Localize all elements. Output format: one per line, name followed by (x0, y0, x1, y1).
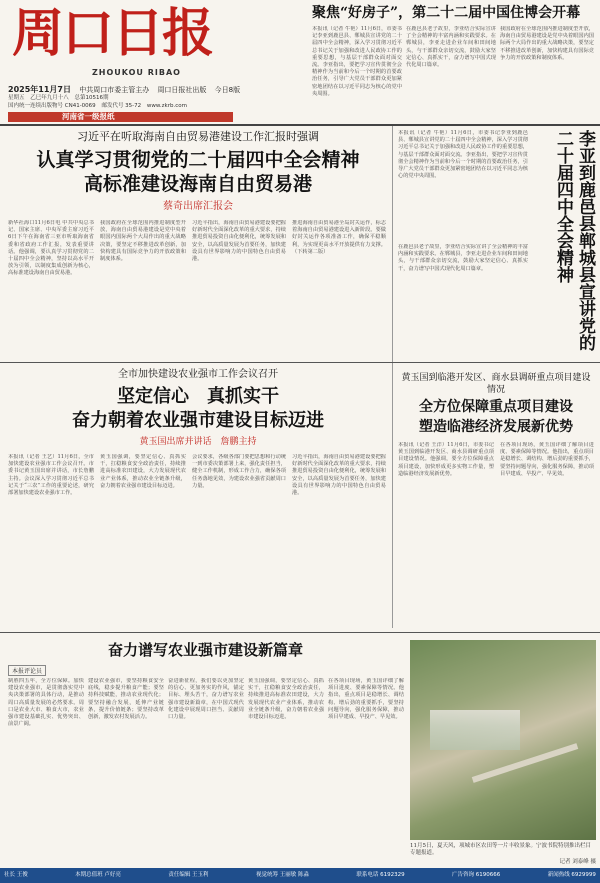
top-headline-text-c: 我国政府在全球范围内推进制度型开放，海南自由贸易港建设是党中央着眼国内国际两个大局作出的重大战略决策，要坚定不移推进改革创新，加快构建具有国际竞争力的开放政策和制度体系。 (500, 26, 594, 61)
lead-title-line1: 认真学习贯彻党的二十届四中全会精神 (36, 149, 360, 171)
masthead-cn: 国内统一连续出版物号 CN41-0069 (8, 103, 96, 109)
lead-kicker: 习近平在听取海南自由贸易港建设工作汇报时强调 (77, 130, 319, 143)
top-headline-text-b: 在鹿邑县老子故里，李亚结合实际宣讲了全会精神的丰富内涵和实践要求。在郸城县，李亚走进企业车间和田间地头，与干部群众亲切交流，鼓励大家坚定信心、真抓实干，奋力谱写中国式现代化周口篇章。 (406, 26, 496, 69)
footer-item: 社长 王俊 (4, 872, 28, 878)
agri-text-col2: 黄玉国强调，要坚定信心、真抓实干，扛稳粮食安全政治责任，持续推进高标准农田建设，大力发展现代农业产业体系，推动农业全链条升级，奋力朝着农业强市建设目标迈进。 (100, 454, 186, 489)
masthead-grade-bar (8, 112, 233, 122)
commentary-text-col3: 奋进新征程，我们要以更加坚定的信心、更加务实的作风，锚定目标、埋头苦干，奋力谱写农业强市建设新篇章，在中国式现代化建设中展现周口担当、贡献周口力量。 (168, 678, 244, 721)
lead-title-line2: 高标准建设海南自由贸易港 (83, 173, 312, 195)
news-photo-building (430, 710, 520, 750)
masthead-cn-row (8, 103, 338, 110)
agri-text-col4: 习近平指出，海南自由贸易港建设要把握好新时代全面深化改革的重大要求，持续推进贸易投资自由化便利化，统筹发展和安全，以高质量发展为首要任务，加快建设具有世界影响力的中国特色自由贸易港。 (292, 454, 386, 497)
divider-project (392, 363, 393, 628)
right-story-title: 李亚到鹿邑县郸城县宣讲党的二十届四中全会精神 (553, 130, 595, 351)
masthead-info-row (8, 95, 338, 102)
agri-subtitle: 黄玉国出席并讲话 詹鹏主持 (139, 437, 257, 447)
agri-text-col1: 本报讯（记者 王艺）11月6日，全市加快建设农业强市工作会议召开。市委书记黄玉国出席并讲话，市长詹鹏主持。会议深入学习贯彻习近平总书记关于“三农”工作的重要论述，研究部署加快建设农业强市工作。 (8, 454, 94, 497)
footer-item: 视觉统筹 王丽敏 陈淼 (255, 872, 309, 878)
commentary-title: 奋力谱写农业强市建设新篇章 (107, 641, 303, 659)
commentary-text-col5: 在各项目现场，黄玉国详细了解项目进度、要素保障等情况。他指出，重点项目是稳增长、调结构、增后劲的重要抓手，要坚持问题导向，强化服务保障，推动项目早建成、早投产、早见效。 (328, 678, 404, 721)
masthead-lunar: 乙巳年九月十八 (30, 95, 69, 101)
footer-items (4, 870, 596, 881)
lead-text-col4: 推进海南自由贸易港全岛封关运作，标志着海南自由贸易港建设进入新阶段。要做好封关运作各项准备工作，确保平稳顺利，为实现更高水平开放提供有力支撑。（下转第二版） (292, 220, 386, 255)
photo-credit: 记者 刘泰峰 摄 (559, 859, 596, 865)
project-text-col1: 本报讯（记者 王洋）11月6日，市委书记黄玉国到临港开发区、商水县调研重点项目建设情况。他强调，要全方位保障重点项目建设，加快形成更多实物工作量，塑造临港经济发展新优势。 (398, 442, 494, 477)
footer-item: 联系电话 6192329 (356, 872, 405, 878)
masthead-logo: 周口日报 (12, 3, 213, 64)
masthead-pages: 今日8版 (214, 86, 241, 94)
project-text-col2: 在各项目现场，黄玉国详细了解项目进度、要素保障等情况。他指出，重点项目是稳增长、调结构、增后劲的重要抓手，要坚持问题导向，强化服务保障，推动项目早建成、早投产、早见效。 (500, 442, 594, 477)
footer-item: 新闻热线 6929999 (547, 872, 596, 878)
top-headline: 聚焦“好房子”，第二十二届中国住博会开幕 (312, 5, 581, 21)
photo-caption: 11月5日，夏天风，项城市区农田等一片丰收景象。宁波书院特别推出栏目专题报道。 (410, 843, 592, 856)
masthead-post: 邮发代号 35-72 (101, 103, 142, 109)
lead-subtitle: 蔡奇出席汇报会 (163, 201, 233, 212)
masthead-pinyin: ZHOUKOU RIBAO (92, 68, 181, 77)
footer-item: 本期总值班 卢好亮 (75, 872, 121, 878)
lead-text-col3: 习近平指出，海南自由贸易港建设要把握好新时代全面深化改革的重大要求，持续推进贸易投资自由化便利化，统筹发展和安全，以高质量发展为首要任务，加快建设具有世界影响力的中国特色自由贸易港。 (192, 220, 286, 263)
right-story-text-b: 在鹿邑县老子故里，李亚结合实际宣讲了全会精神的丰富内涵和实践要求。在郸城县，李亚走进企业车间和田间地头，与干部群众亲切交流，鼓励大家坚定信心、真抓实干，奋力谱写中国式现代化周口篇章。 (398, 244, 528, 272)
masthead-issue: 总第10516期 (74, 95, 109, 101)
divider-top (0, 124, 600, 126)
masthead-date: 2025年11月7日 (8, 85, 71, 94)
lead-text-col1: 新华社海口11月6日电 中共中央总书记、国家主席、中央军委主席习近平6日下午在海南省三亚市听取海南省委和省政府工作汇报，发表重要讲话。他强调，要认真学习贯彻党的二十届四中全会精神，坚持以高水平开放为引领，以制度集成创新为核心，高标准建设海南自由贸易港。 (8, 220, 94, 277)
lead-text-col2: 我国政府在全球范围内推进制度型开放，海南自由贸易港建设是党中央着眼国内国际两个大局作出的重大战略决策，要坚定不移推进改革创新，加快构建具有国际竞争力的开放政策和制度体系。 (100, 220, 186, 263)
masthead-website: 周口日报社出版 (157, 86, 207, 94)
right-story-text-a: 本报讯（记者 牛艳）11月6日，市委书记李亚到鹿邑县、郸城县宣讲党的二十届四中全会精神，深入学习贯彻习近平总书记关于加强和改进人民政协工作的重要思想，与基层干部群众面对面交流。李亚指出，要把学习宣传贯彻全会精神作为当前和今后一个时期的首要政治任务，引导广大党员干部群众更加紧密地团结在以习近平同志为核心的党中央周围。 (398, 130, 528, 180)
project-title-line2: 塑造临港经济发展新优势 (419, 419, 573, 435)
top-headline-text-a: 本报讯（记者 牛艳）11月6日，市委书记李亚到鹿邑县、郸城县宣讲党的二十届四中全会精神，深入学习贯彻习近平总书记关于加强和改进人民政协工作的重要思想，与基层干部群众面对面交流。李亚指出，要把学习宣传贯彻全会精神作为当前和今后一个时期的首要政治任务，引导广大党员干部群众更加紧密地团结在以习近平同志为核心的党中央周围。 (312, 26, 402, 97)
masthead-date-row (8, 84, 338, 95)
agri-text-col3: 会议要求，各级各部门要把思想和行动统一到市委决策部署上来，强化责任担当，健全工作机制，形成工作合力，确保各项任务落地见效，为建设农业强省贡献周口力量。 (192, 454, 286, 489)
project-kicker: 黄玉国到临港开发区、商水县调研重点项目建设情况 (401, 373, 591, 395)
divider-mid (0, 362, 600, 363)
project-title-line1: 全方位保障重点项目建设 (419, 399, 573, 415)
commentary-text-col2: 建设农业强市，要坚持粮食安全底线，稳步提升粮食产能；要坚持科技赋能，推动农业现代化；要坚持融合发展，延伸产业链条，提升价值链条；要坚持改革创新，激发农村发展活力。 (88, 678, 164, 721)
divider-right-col (392, 126, 393, 362)
agri-title-line2: 奋力朝着农业强市建设目标迈进 (72, 410, 324, 431)
news-photo (410, 640, 596, 840)
commentary-text-col1: 制胜四五年，全方位保障。加快建设农业强市，是贯彻落实党中央决策部署的具体行动，是推动周口高质量发展的必然要求。周口是农业大市、粮食大市，农业强市建设基础扎实、优势突出、前景广阔。 (8, 678, 84, 728)
masthead-publisher: 中共周口市委主管主办 (79, 86, 150, 94)
footer-item: 广告咨询 6190666 (452, 872, 501, 878)
agri-kicker: 全市加快建设农业强市工作会议召开 (118, 369, 278, 380)
commentary-tag: 本报评论员 (8, 665, 46, 676)
footer-item: 责任编辑 王玉利 (168, 872, 209, 878)
masthead-url: www.zkrb.com (146, 103, 187, 109)
commentary-text-col4: 黄玉国强调，要坚定信心、真抓实干，扛稳粮食安全政治责任，持续推进高标准农田建设，大力发展现代农业产业体系，推动农业全链条升级，奋力朝着农业强市建设目标迈进。 (248, 678, 324, 721)
agri-title-line1: 坚定信心 真抓实干 (117, 386, 279, 407)
masthead-grade: 河南省一级报纸 (62, 112, 115, 121)
masthead-weekday: 星期五 (8, 95, 25, 101)
divider-lower (0, 632, 600, 633)
